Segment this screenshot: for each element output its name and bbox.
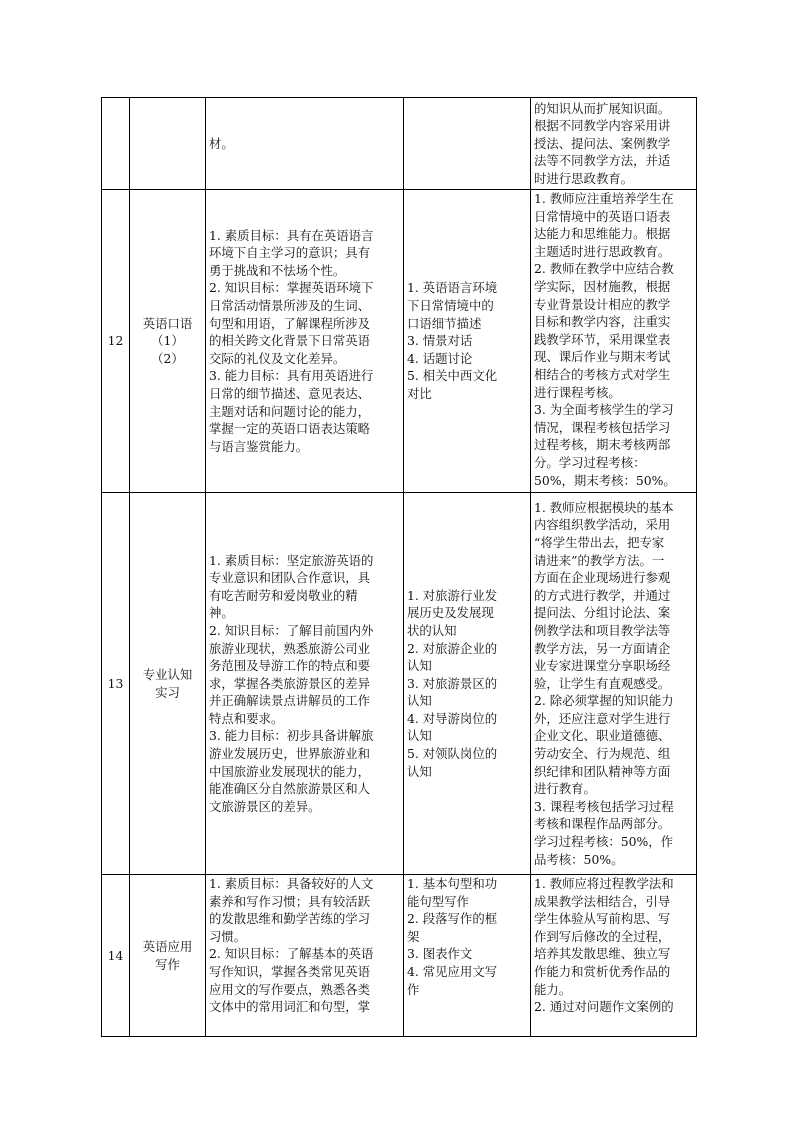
text-line: 素养和写作习惯；具有较活跃 [209,893,371,909]
text-line: （2） [151,350,184,366]
course-name [130,875,206,1037]
text-line: 口语细节描述 [407,315,482,331]
text-line: 1. 基本句型和功 [407,876,498,891]
text-line: 1. 素质目标：具备较好的人文 [209,876,374,891]
course-goals [206,493,404,875]
course-name [130,190,206,493]
text-line: 3. 课程考核包括学习过程 [534,798,674,814]
course-content [404,875,531,1037]
teaching-requirements [531,190,697,493]
text-line: 验，让学生有直观感受。 [534,675,671,691]
course-number: 13 [102,493,130,875]
text-line: 根据不同教学内容采用讲 [534,118,671,134]
text-line: 游业发展历史，世界旅游业和 [209,746,371,762]
text-line: 2. 除必须掌握的知识能力 [534,693,674,709]
text-line: 4. 对导游岗位的 [407,710,498,726]
text-line: 交际的礼仪及文化差异。 [209,350,346,366]
course-goals [206,190,404,493]
text-line: 培养其发散思维、独立写 [534,946,671,962]
text-line: 务范围及导游工作的特点和要 [209,658,371,674]
text-line: 例教学法和项目教学法等 [534,622,671,638]
text-line: 的发散思维和勤学苦练的学习 [209,911,371,927]
text-line: 成果教学法相结合，引导 [534,893,671,909]
text-line: 写作知识，掌握各类常见英语 [209,963,371,979]
course-name [130,493,206,875]
course-number [102,98,130,190]
course-goals [206,875,404,1037]
text-line: 专业意识和团队合作意识，具 [209,570,371,586]
text-line: 2. 教师在教学中应结合教 [534,261,674,277]
text-line: 认知 [407,763,432,779]
text-line: 作到写后修改的全过程， [534,928,671,944]
text-line: 企业文化、职业道德德、 [534,728,671,744]
text-line: 句型和用语，了解课程所涉及 [209,315,371,331]
text-line: 分。学习过程考核： [534,454,646,470]
table-row [102,493,697,875]
text-line: 时进行思政教育。 [534,170,634,186]
text-line: 1. 教师应注重培养学生在 [534,191,674,206]
course-number: 12 [102,190,130,493]
text-line: 认知 [407,728,432,744]
text-line: 与语言鉴赏能力。 [209,438,309,454]
text-line: 写作 [155,956,180,972]
text-line: 并正确解读景点讲解员的工作 [209,693,371,709]
text-line: 3. 对旅游景区的 [407,675,498,691]
text-line: 的知识从而扩展知识面。 [534,100,671,116]
text-line: 的相关跨文化背景下日常英语 [209,333,371,349]
text-line: 3. 情景对话 [407,333,473,349]
text-line: 材。 [209,135,234,151]
text-line: 2. 段落写作的框 [407,911,498,927]
text-line: 情况，课程考核包括学习 [534,419,671,435]
text-line: 教学方法，另一方面请企 [534,640,671,656]
text-line: 品考核：50%。 [534,851,624,867]
text-line: 1. 英语语言环境 [407,280,498,296]
text-line: 授法、提问法、案例教学 [534,135,671,151]
text-line: 神。 [209,605,234,621]
course-goals [206,98,404,190]
text-line: 学生体验从写前构思、写 [534,911,671,927]
text-line: 有吃苦耐劳和爱岗敬业的精 [209,587,358,603]
text-line: 特点和要求。 [209,710,284,726]
text-line: 请进来”的教学方法。一 [534,552,665,568]
text-line: 专业背景设计相应的教学 [534,296,671,312]
text-line: 1. 素质目标：坚定旅游英语的 [209,552,374,568]
text-line: 能句型写作 [407,893,469,909]
text-line: 进行教育。 [534,781,596,797]
text-line: 3. 能力目标：具有用英语进行 [209,368,374,384]
text-line: 下日常情境中的 [407,298,494,314]
text-line: 外，还应注意对学生进行 [534,710,671,726]
text-line: （1） [151,333,184,349]
text-line: 目标和教学内容，注重实 [534,314,671,330]
text-line: 状的认知 [407,622,457,638]
text-line: 劳动安全、行为规范、组 [534,746,671,762]
text-line: “将学生带出去，把专家 [534,534,665,550]
text-line: 过程考核，期末考核两部 [534,437,671,453]
text-line: 应用文的写作要点，熟悉各类 [209,981,371,997]
table-row [102,98,697,190]
text-line: 3. 能力目标：初步具备讲解旅 [209,728,374,744]
course-table [101,97,697,1037]
text-line: 方面在企业现场进行参观 [534,570,671,586]
text-line: 对比 [407,385,432,401]
teaching-requirements [531,98,697,190]
text-line: 织纪律和团队精神等方面 [534,763,671,779]
text-line: 进行课程考核。 [534,384,621,400]
text-line: 实习 [155,684,180,700]
text-line: 掌握一定的英语口语表达策略 [209,421,371,437]
text-line: 2. 通过对问题作文案例的 [534,999,674,1015]
table-row [102,190,697,493]
text-line: 4. 常见应用文写 [407,963,498,979]
text-line: 2. 知识目标：掌握英语环境下 [209,280,374,296]
text-line: 学实际，因材施教，根据 [534,278,671,294]
text-line: 1. 教师应根据模块的基本 [534,499,674,515]
text-line: 3. 图表作文 [407,946,473,962]
text-line: 1. 素质目标：具有在英语语言 [209,227,374,243]
text-line: 内容组织教学活动，采用 [534,517,671,533]
course-number: 14 [102,875,130,1037]
course-content [404,98,531,190]
text-line: 英语应用 [142,938,193,954]
teaching-requirements [531,493,697,875]
course-content [404,493,531,875]
text-line: 文旅游景区的差异。 [209,798,321,814]
text-line: 主题适时进行思政教育。 [534,243,671,259]
course-content [404,190,531,493]
text-line: 现、课后作业与期末考试 [534,349,671,365]
text-line: 英语口语 [142,315,193,331]
text-line: 环境下自主学习的意识；具有 [209,245,371,261]
text-line: 的方式进行教学，并通过 [534,587,671,603]
text-line: 日常的细节描述、意见表达、 [209,385,371,401]
text-line: 践教学环节，采用课堂表 [534,331,671,347]
text-line: 1. 对旅游行业发 [407,587,498,603]
text-line: 能准确区分自然旅游景区和人 [209,781,371,797]
text-line: 2. 知识目标：了解基本的英语 [209,946,374,962]
text-line: 文体中的常用词汇和句型，掌 [209,999,371,1015]
text-line: 50%，期末考核：50%。 [534,472,676,488]
table-row [102,875,697,1037]
text-line: 习惯。 [209,928,247,944]
text-line: 展历史及发展现 [407,605,494,621]
text-line: 架 [407,928,420,944]
text-line: 4. 话题讨论 [407,350,473,366]
text-line: 中国旅游业发展现状的能力， [209,763,371,779]
text-line: 5. 相关中西文化 [407,368,498,384]
text-line: 日常情境中的英语口语表 [534,208,671,224]
text-line: 专业认知 [142,666,193,682]
text-line: 提问法、分组讨论法、案 [534,605,671,621]
text-line: 勇于挑战和不怯场个性。 [209,262,346,278]
text-line: 业专家进课堂分享职场经 [534,658,671,674]
text-line: 相结合的考核方式对学生 [534,366,671,382]
text-line: 作能力和赏析优秀作品的 [534,963,671,979]
text-line: 旅游业现状，熟悉旅游公司业 [209,640,371,656]
text-line: 认知 [407,693,432,709]
text-line: 法等不同教学方法，并适 [534,153,671,169]
course-name [130,98,206,190]
teaching-requirements [531,875,697,1037]
text-line: 作 [407,981,420,997]
text-line: 日常活动情景所涉及的生词、 [209,298,371,314]
text-line: 求，掌握各类旅游景区的差异 [209,675,371,691]
text-line: 3. 为全面考核学生的学习 [534,402,674,418]
text-line: 学习过程考核：50%，作 [534,834,674,850]
text-line: 能力。 [534,981,572,997]
text-line: 主题对话和问题讨论的能力， [209,403,371,419]
text-line: 达能力和思维能力。根据 [534,226,671,242]
text-line: 考核和课程作品两部分。 [534,816,671,832]
text-line: 认知 [407,658,432,674]
text-line: 2. 对旅游企业的 [407,640,498,656]
text-line: 2. 知识目标：了解目前国内外 [209,622,374,638]
text-line: 5. 对领队岗位的 [407,746,498,762]
text-line: 1. 教师应将过程教学法和 [534,876,674,891]
